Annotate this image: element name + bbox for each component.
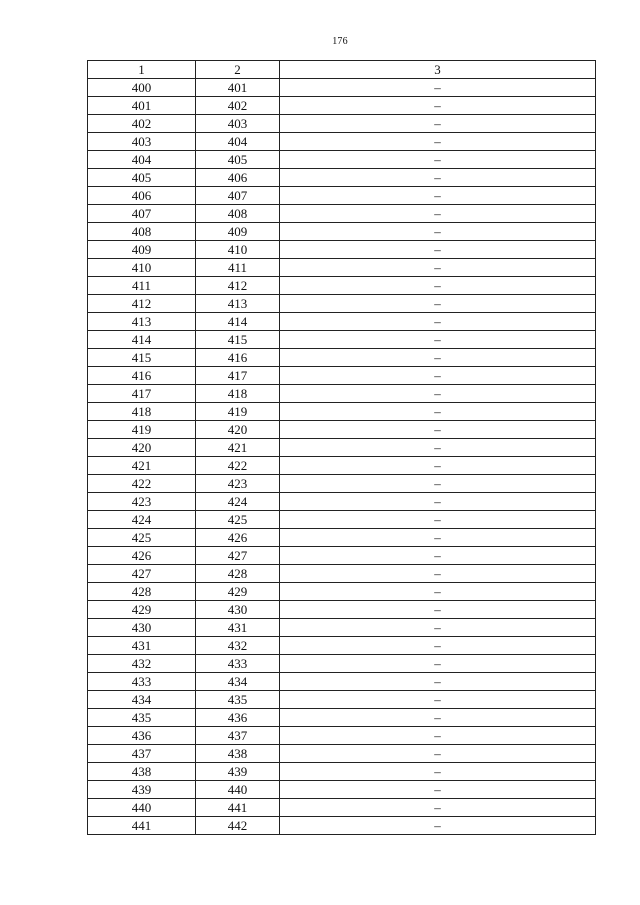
table-cell-col-3: – [280, 475, 596, 493]
table-cell-col-1: 440 [88, 799, 196, 817]
table-cell-col-3: – [280, 583, 596, 601]
table-cell-col-2: 411 [196, 259, 280, 277]
table-cell-col-1: 426 [88, 547, 196, 565]
table-row [88, 97, 596, 115]
column-header-3: 3 [280, 61, 596, 79]
table-cell-col-3: – [280, 637, 596, 655]
table-row [88, 799, 596, 817]
table-cell-col-3: – [280, 223, 596, 241]
table-cell-col-1: 400 [88, 79, 196, 97]
table-cell-col-3: – [280, 565, 596, 583]
table-cell-col-2: 408 [196, 205, 280, 223]
table-cell-col-3: – [280, 187, 596, 205]
table-cell-col-2: 412 [196, 277, 280, 295]
table-cell-col-3: – [280, 619, 596, 637]
table-cell-col-2: 433 [196, 655, 280, 673]
column-header-2: 2 [196, 61, 280, 79]
table-cell-col-2: 435 [196, 691, 280, 709]
table-cell-col-3: – [280, 421, 596, 439]
table-cell-col-3: – [280, 151, 596, 169]
table-row [88, 745, 596, 763]
table-row [88, 511, 596, 529]
table-cell-col-3: – [280, 367, 596, 385]
table-cell-col-1: 435 [88, 709, 196, 727]
table-row [88, 637, 596, 655]
table-row [88, 655, 596, 673]
table-cell-col-2: 428 [196, 565, 280, 583]
table-row [88, 421, 596, 439]
table-cell-col-1: 423 [88, 493, 196, 511]
table-cell-col-1: 410 [88, 259, 196, 277]
table-row [88, 133, 596, 151]
table-row [88, 367, 596, 385]
table-row [88, 385, 596, 403]
table-cell-col-3: – [280, 241, 596, 259]
table-cell-col-1: 416 [88, 367, 196, 385]
table-cell-col-3: – [280, 349, 596, 367]
table-cell-col-3: – [280, 781, 596, 799]
table-cell-col-2: 438 [196, 745, 280, 763]
table-cell-col-2: 440 [196, 781, 280, 799]
table-cell-col-3: – [280, 97, 596, 115]
table-row [88, 313, 596, 331]
table-cell-col-1: 422 [88, 475, 196, 493]
table-cell-col-1: 421 [88, 457, 196, 475]
table-cell-col-3: – [280, 439, 596, 457]
table-row [88, 547, 596, 565]
table-cell-col-2: 416 [196, 349, 280, 367]
table-cell-col-1: 414 [88, 331, 196, 349]
table-row [88, 763, 596, 781]
table-cell-col-3: – [280, 403, 596, 421]
table-row [88, 115, 596, 133]
table-cell-col-2: 439 [196, 763, 280, 781]
table-cell-col-3: – [280, 205, 596, 223]
table-row [88, 565, 596, 583]
table-cell-col-2: 441 [196, 799, 280, 817]
table-row [88, 493, 596, 511]
table-cell-col-3: – [280, 277, 596, 295]
table-cell-col-1: 405 [88, 169, 196, 187]
table-header [88, 61, 596, 79]
table-cell-col-3: – [280, 169, 596, 187]
table-cell-col-1: 425 [88, 529, 196, 547]
table-row [88, 727, 596, 745]
header-row [88, 61, 596, 79]
table-cell-col-2: 437 [196, 727, 280, 745]
table-cell-col-2: 405 [196, 151, 280, 169]
table-row [88, 619, 596, 637]
table-row [88, 601, 596, 619]
table-cell-col-2: 402 [196, 97, 280, 115]
table-cell-col-3: – [280, 295, 596, 313]
table-cell-col-3: – [280, 79, 596, 97]
table-cell-col-2: 403 [196, 115, 280, 133]
table-cell-col-2: 404 [196, 133, 280, 151]
table-cell-col-2: 401 [196, 79, 280, 97]
table-cell-col-1: 412 [88, 295, 196, 313]
table-cell-col-3: – [280, 709, 596, 727]
table-cell-col-3: – [280, 529, 596, 547]
table-row [88, 583, 596, 601]
table-cell-col-2: 415 [196, 331, 280, 349]
table-row [88, 151, 596, 169]
table-row [88, 781, 596, 799]
table-row [88, 457, 596, 475]
table-cell-col-3: – [280, 601, 596, 619]
table-cell-col-1: 432 [88, 655, 196, 673]
table-row [88, 79, 596, 97]
table-cell-col-1: 438 [88, 763, 196, 781]
table-cell-col-1: 418 [88, 403, 196, 421]
table-cell-col-2: 423 [196, 475, 280, 493]
table-cell-col-2: 429 [196, 583, 280, 601]
table-cell-col-1: 407 [88, 205, 196, 223]
table-cell-col-2: 427 [196, 547, 280, 565]
table-cell-col-3: – [280, 115, 596, 133]
table-cell-col-2: 413 [196, 295, 280, 313]
table-cell-col-1: 409 [88, 241, 196, 259]
table-cell-col-2: 409 [196, 223, 280, 241]
table-cell-col-3: – [280, 799, 596, 817]
table-cell-col-1: 420 [88, 439, 196, 457]
data-table [87, 60, 596, 835]
table-cell-col-2: 421 [196, 439, 280, 457]
table-cell-col-3: – [280, 727, 596, 745]
table-row [88, 817, 596, 835]
page-number: 176 [332, 36, 348, 47]
table-cell-col-2: 434 [196, 673, 280, 691]
table-cell-col-3: – [280, 511, 596, 529]
table-cell-col-1: 408 [88, 223, 196, 241]
table-cell-col-3: – [280, 691, 596, 709]
table-row [88, 439, 596, 457]
table-cell-col-2: 442 [196, 817, 280, 835]
column-header-1: 1 [88, 61, 196, 79]
table-cell-col-1: 403 [88, 133, 196, 151]
table-cell-col-2: 425 [196, 511, 280, 529]
table-row [88, 673, 596, 691]
table-cell-col-2: 422 [196, 457, 280, 475]
table-row [88, 529, 596, 547]
table-row [88, 205, 596, 223]
table-cell-col-1: 427 [88, 565, 196, 583]
table-cell-col-3: – [280, 763, 596, 781]
table-cell-col-1: 430 [88, 619, 196, 637]
table-cell-col-3: – [280, 313, 596, 331]
table-cell-col-2: 406 [196, 169, 280, 187]
table-cell-col-2: 430 [196, 601, 280, 619]
table-row [88, 709, 596, 727]
table-cell-col-3: – [280, 457, 596, 475]
table-cell-col-1: 415 [88, 349, 196, 367]
table-cell-col-2: 414 [196, 313, 280, 331]
table-cell-col-1: 413 [88, 313, 196, 331]
table-cell-col-2: 426 [196, 529, 280, 547]
table-cell-col-3: – [280, 493, 596, 511]
table-cell-col-3: – [280, 259, 596, 277]
table-cell-col-1: 428 [88, 583, 196, 601]
table-cell-col-1: 411 [88, 277, 196, 295]
table-row [88, 241, 596, 259]
table-cell-col-1: 434 [88, 691, 196, 709]
table-cell-col-2: 410 [196, 241, 280, 259]
table-cell-col-2: 432 [196, 637, 280, 655]
table-row [88, 349, 596, 367]
table-cell-col-2: 436 [196, 709, 280, 727]
table-cell-col-1: 419 [88, 421, 196, 439]
table-row [88, 295, 596, 313]
table-cell-col-1: 431 [88, 637, 196, 655]
table-body [88, 79, 596, 835]
table-row [88, 259, 596, 277]
table-cell-col-2: 407 [196, 187, 280, 205]
table-cell-col-1: 401 [88, 97, 196, 115]
table-cell-col-2: 417 [196, 367, 280, 385]
table-row [88, 403, 596, 421]
table-cell-col-1: 441 [88, 817, 196, 835]
table-cell-col-1: 429 [88, 601, 196, 619]
table-row [88, 277, 596, 295]
table-row [88, 187, 596, 205]
table-cell-col-1: 417 [88, 385, 196, 403]
table-cell-col-3: – [280, 673, 596, 691]
table-cell-col-1: 424 [88, 511, 196, 529]
table-cell-col-1: 439 [88, 781, 196, 799]
table-cell-col-3: – [280, 655, 596, 673]
table-cell-col-1: 437 [88, 745, 196, 763]
table-cell-col-2: 418 [196, 385, 280, 403]
table-cell-col-1: 406 [88, 187, 196, 205]
table-cell-col-1: 433 [88, 673, 196, 691]
table-cell-col-3: – [280, 331, 596, 349]
table-cell-col-2: 420 [196, 421, 280, 439]
table-row [88, 331, 596, 349]
table-cell-col-3: – [280, 817, 596, 835]
table-cell-col-3: – [280, 745, 596, 763]
table-cell-col-1: 402 [88, 115, 196, 133]
table-row [88, 475, 596, 493]
table-cell-col-2: 431 [196, 619, 280, 637]
table-row [88, 691, 596, 709]
table-cell-col-3: – [280, 385, 596, 403]
table-cell-col-2: 419 [196, 403, 280, 421]
table-cell-col-1: 436 [88, 727, 196, 745]
table-row [88, 169, 596, 187]
table-cell-col-1: 404 [88, 151, 196, 169]
table-row [88, 223, 596, 241]
table-cell-col-3: – [280, 547, 596, 565]
table-cell-col-3: – [280, 133, 596, 151]
table-cell-col-2: 424 [196, 493, 280, 511]
